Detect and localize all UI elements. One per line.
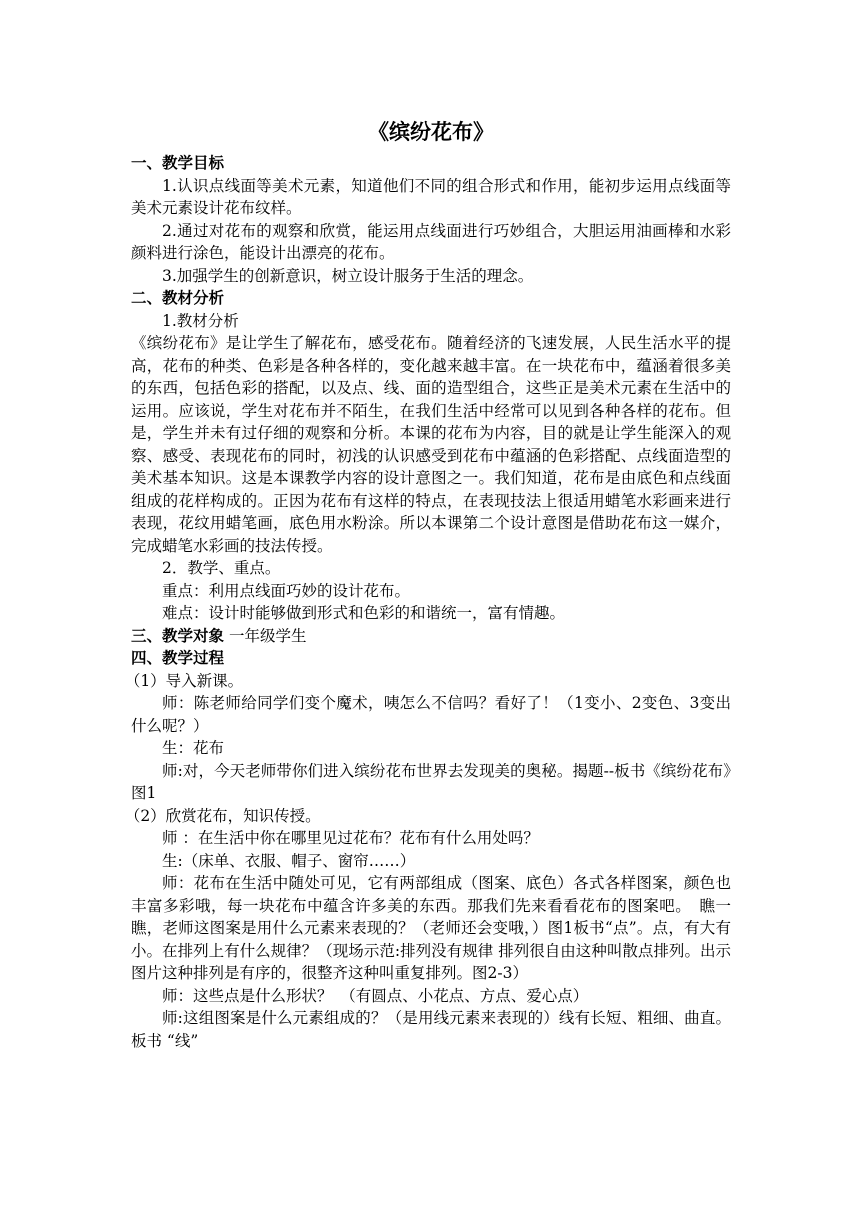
audience-value: 一年级学生 bbox=[224, 626, 307, 645]
process-step-intro: （1）导入新课。 bbox=[124, 671, 244, 690]
goal-item: 3.加强学生的创新意识，树立设计服务于生活的理念。 bbox=[162, 266, 534, 285]
dialogue-line: 师：花布在生活中随处可见，它有两部组成（图案、底色）各式各样图案，颜色也丰富多彩哦，每一块花布中蕴含许多美的东西。那我们先来看看花布的图案吧。 瞧一瞧，老师这图案是用什么元素来表现的？（老师还会变哦，）图1板书“点”。点，有大有小。在排列上有什么规律？（现场示范:排列没有规律 排列很自由这种叫散点排列。出示图片这种排列是有序的，很整齐这种叫重复排列。图2-3） bbox=[131, 874, 731, 982]
subheading-key-points: 2．教学、重点。 bbox=[162, 559, 281, 577]
section-heading-audience bbox=[131, 625, 731, 648]
goal-item: 1.认识点线面等美术元素，知道他们不同的组合形式和作用，能初步运用点线面等美术元素设计花布纹样。 bbox=[131, 176, 731, 217]
goal-item: 2.通过对花布的观察和欣赏，能运用点线面进行巧妙组合，大胆运用油画棒和水彩颜料进行涂色，能设计出漂亮的花布。 bbox=[131, 221, 731, 262]
document-title: 《缤纷花布》 bbox=[368, 119, 494, 144]
section-heading-analysis: 二、教材分析 bbox=[131, 288, 225, 307]
subheading-analysis: 1.教材分析 bbox=[162, 311, 239, 330]
dialogue-line: 师:对，今天老师带你们进入缤纷花布世界去发现美的奥秘。揭题--板书《缤纷花布》图1 bbox=[131, 761, 731, 802]
dialogue-line: 生:（床单、衣服、帽子、窗帘……） bbox=[162, 851, 416, 870]
section-heading-goals: 一、教学目标 bbox=[131, 153, 225, 172]
document-page bbox=[124, 118, 731, 1052]
process-step-appreciation: （2）欣赏花布，知识传授。 bbox=[124, 806, 321, 825]
difficulty-text: 难点：设计时能够做到形式和色彩的和谐统一，富有情趣。 bbox=[162, 604, 566, 622]
dialogue-line: 生：花布 bbox=[162, 739, 225, 757]
dialogue-line: 师:这组图案是什么元素组成的？（是用线元素来表现的）线有长短、粗细、曲直。板书 “线” bbox=[131, 1009, 731, 1050]
dialogue-line: 师：陈老师给同学们变个魔术，咦怎么不信吗？看好了！（1变小、2变色、3变出什么呢？） bbox=[131, 694, 731, 735]
dialogue-line: 师：这些点是什么形状？ （有圆点、小花点、方点、爱心点） bbox=[162, 986, 589, 1005]
dialogue-line: 师 ：在生活中你在哪里见过花布？花布有什么用处吗？ bbox=[162, 829, 539, 847]
audience-heading-label: 三、教学对象 bbox=[131, 625, 225, 645]
analysis-body: 《缤纷花布》是让学生了解花布，感受花布。随着经济的飞速发展，人民生活水平的提高，花布的种类、色彩是各种各样的，变化越来越丰富。在一块花布中，蕴涵着很多美的东西，包括色彩的搭配，以及点、线、面的造型组合，这些正是美术元素在生活中的运用。应该说，学生对花布并不陌生，在我们生活中经常可以见到各种各样的花布。但是，学生并未有过仔细的观察和分析。本课的花布为内容，目的就是让学生能深入的观察、感受、表现花布的同时，初浅的认识感受到花布中蕴涵的色彩搭配、点线面造型的美术基本知识。这是本课教学内容的设计意图之一。我们知道，花布是由底色和点线面组成的花样构成的。正因为花布有这样的特点，在表现技法上很适用蜡笔水彩画来进行表现，花纹用蜡笔画，底色用水粉涂。所以本课第二个设计意图是借助花布这一媒介，完成蜡笔水彩画的技法传授。 bbox=[131, 334, 731, 555]
section-heading-process: 四、教学过程 bbox=[131, 648, 225, 667]
key-point-text: 重点：利用点线面巧妙的设计花布。 bbox=[162, 581, 411, 600]
